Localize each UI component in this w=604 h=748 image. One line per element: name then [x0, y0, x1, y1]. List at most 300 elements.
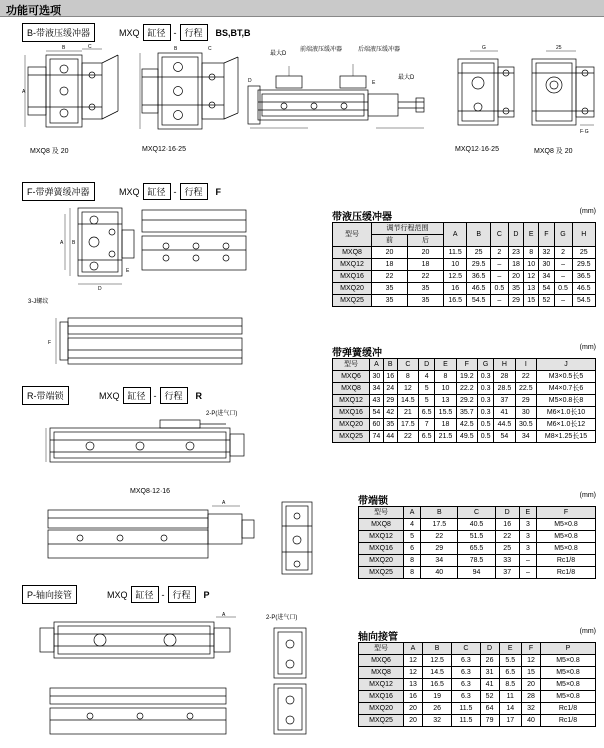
cell-b: 42 — [383, 407, 397, 419]
drawing-b-mid — [138, 45, 248, 140]
cell-c: 2 — [490, 247, 508, 259]
svg-text:A: A — [222, 612, 226, 618]
drawing-f-top — [60, 200, 140, 292]
code-stroke-p: 行程 — [168, 586, 196, 603]
cell-model: MXQ25 — [333, 431, 370, 443]
table-row — [333, 271, 596, 283]
cell-g: 0.3 — [477, 371, 493, 383]
cell-h: 29.5 — [572, 259, 595, 271]
cell-e: 17 — [499, 715, 521, 727]
cell-d: 41 — [480, 679, 499, 691]
section-r-title: R-带端锁 — [22, 386, 69, 405]
svg-text:F·G: F·G — [580, 129, 589, 135]
cell-j: M6×1.0长10 — [537, 407, 596, 419]
note-b-rear: 后端液压缓冲器 — [358, 47, 401, 53]
drawing-r-side — [276, 496, 320, 582]
cell-a: 34 — [370, 383, 384, 395]
cell-g: 0.3 — [477, 383, 493, 395]
svg-text:C: C — [88, 44, 92, 50]
th-f: F — [521, 643, 540, 655]
cell-f: 15 — [521, 667, 540, 679]
cell-a: 16 — [404, 691, 423, 703]
cell-f: 40 — [521, 715, 540, 727]
cell-h: 28.5 — [494, 383, 515, 395]
table-row — [333, 383, 596, 395]
code-dash-b: - — [173, 28, 177, 38]
cell-b: 26 — [422, 703, 451, 715]
th-j: J — [537, 359, 596, 371]
table-lock — [358, 492, 596, 579]
cell-d: 16 — [495, 519, 519, 531]
cell-d: 6.5 — [419, 407, 435, 419]
cell-d: 37 — [495, 567, 519, 579]
cell-f: Rc1/8 — [537, 555, 596, 567]
th-f: F — [537, 507, 596, 519]
cell-model: MXQ16 — [359, 543, 404, 555]
cell-e: 8 — [524, 247, 539, 259]
cell-a: 20 — [404, 715, 423, 727]
th-e: E — [519, 507, 536, 519]
svg-text:E: E — [372, 80, 376, 86]
table-row — [333, 371, 596, 383]
th-d: D — [480, 643, 499, 655]
th-f: F — [456, 359, 477, 371]
cell-e: 13 — [524, 283, 539, 295]
cell-f: 22.2 — [456, 383, 477, 395]
note-b-max-d: 最大D — [270, 51, 287, 57]
cell-f: 19.2 — [456, 371, 477, 383]
cell-a: 13 — [404, 679, 423, 691]
cell-a: 12 — [404, 667, 423, 679]
th-a: A — [404, 643, 423, 655]
cell-a: 16.5 — [443, 295, 466, 307]
cell-f: 52 — [539, 295, 554, 307]
th-e: E — [435, 359, 456, 371]
drawing-r-top — [40, 416, 250, 484]
cell-c: 21 — [397, 407, 418, 419]
cell-e: 8 — [435, 371, 456, 383]
cell-h: 25 — [572, 247, 595, 259]
cell-model: MXQ20 — [333, 419, 370, 431]
cell-g: – — [554, 295, 572, 307]
drawing-p-bottom — [40, 680, 240, 742]
th-d: D — [419, 359, 435, 371]
th-b: B — [422, 643, 451, 655]
table-axial — [358, 628, 596, 727]
cell-f: M5×0.8 — [537, 543, 596, 555]
cell-b: 46.5 — [467, 283, 490, 295]
cell-a: 16 — [443, 283, 466, 295]
cell-p: M5×0.8 — [541, 655, 596, 667]
th-g: G — [477, 359, 493, 371]
cell-c: 12 — [397, 383, 418, 395]
cell-model: MXQ12 — [359, 531, 404, 543]
drawing-p-side — [268, 624, 314, 740]
cell-j: M3×0.5长5 — [537, 371, 596, 383]
cell-model: MXQ12 — [359, 679, 404, 691]
cell-j: M5×0.8长8 — [537, 395, 596, 407]
cell-p: Rc1/8 — [541, 703, 596, 715]
section-b-title: B-带液压缓冲器 — [22, 23, 95, 42]
cell-c: 94 — [458, 567, 495, 579]
cell-c: 65.5 — [458, 543, 495, 555]
cell-model: MXQ8 — [333, 247, 372, 259]
cell-e: 12 — [524, 271, 539, 283]
cell-h: 54 — [494, 431, 515, 443]
section-b-code — [118, 24, 252, 41]
cell-e: 18 — [435, 419, 456, 431]
cell-a: 60 — [370, 419, 384, 431]
svg-text:A: A — [222, 500, 226, 506]
cell-h: 41 — [494, 407, 515, 419]
th-c: C — [458, 507, 495, 519]
cell-e: 5.5 — [499, 655, 521, 667]
cell-b: 29 — [383, 395, 397, 407]
cell-d: 26 — [480, 655, 499, 667]
cell-f: 32 — [539, 247, 554, 259]
cell-p: M5×0.8 — [541, 691, 596, 703]
cell-e: 15.5 — [435, 407, 456, 419]
code-stroke-f: 行程 — [180, 183, 208, 200]
cell-a: 4 — [404, 519, 421, 531]
section-p-title: P-轴向接管 — [22, 585, 77, 604]
cell-g: 2 — [554, 247, 572, 259]
cell-f: 20 — [521, 679, 540, 691]
code-dash-p: - — [161, 590, 165, 600]
cell-h: 54.5 — [572, 295, 595, 307]
th-e: E — [499, 643, 521, 655]
note-f-thread: 3-J螺纹 — [28, 299, 49, 305]
caption-r: MXQ8·12·16 — [130, 488, 171, 495]
cell-g: 0.3 — [477, 407, 493, 419]
cell-e: 15 — [524, 295, 539, 307]
cell-a: 12.5 — [443, 271, 466, 283]
code-prefix-p: MXQ — [107, 590, 128, 600]
th-g: G — [554, 223, 572, 247]
drawing-b-right2 — [526, 45, 602, 140]
caption-b-1: MXQ8 及 20 — [30, 148, 69, 155]
cell-c: 17.5 — [397, 419, 418, 431]
th-h: H — [494, 359, 515, 371]
svg-text:B: B — [72, 240, 76, 246]
cell-f: 29.2 — [456, 395, 477, 407]
caption-b-3: MXQ12·16·25 — [455, 146, 499, 153]
svg-text:C: C — [208, 46, 212, 52]
cell-h: 36.5 — [572, 271, 595, 283]
cell-e: 3 — [519, 519, 536, 531]
th-e: E — [524, 223, 539, 247]
cell-i: 22 — [515, 371, 536, 383]
cell-d: 79 — [480, 715, 499, 727]
cell-back: 18 — [407, 259, 443, 271]
cell-model: MXQ16 — [333, 407, 370, 419]
cell-model: MXQ12 — [333, 395, 370, 407]
svg-text:E: E — [126, 268, 130, 274]
cell-c: 8 — [397, 371, 418, 383]
code-bore-f: 缸径 — [143, 183, 171, 200]
note-b-max-d2: 最大D — [398, 75, 415, 81]
code-bore-r: 缸径 — [123, 387, 151, 404]
th-front: 前 — [372, 235, 408, 247]
cell-b: 22 — [421, 531, 458, 543]
cell-model: MXQ20 — [333, 283, 372, 295]
cell-e: 10 — [435, 383, 456, 395]
note-r-port: 2-P(进气口) — [206, 411, 238, 417]
cell-f: 12 — [521, 655, 540, 667]
table-spring-title: 带弹簧缓冲 — [332, 348, 382, 359]
cell-front: 35 — [372, 283, 408, 295]
svg-text:A: A — [22, 89, 26, 95]
th-a: A — [443, 223, 466, 247]
cell-d: 20 — [508, 271, 523, 283]
cell-d: 7 — [419, 419, 435, 431]
cell-c: 78.5 — [458, 555, 495, 567]
table-hydraulic-title: 带液压缓冲器 — [332, 212, 392, 223]
cell-back: 22 — [407, 271, 443, 283]
cell-b: 25 — [467, 247, 490, 259]
th-model: 型号 — [333, 359, 370, 371]
cell-model: MXQ8 — [359, 519, 404, 531]
cell-g: 0.3 — [477, 395, 493, 407]
cell-e: 8.5 — [499, 679, 521, 691]
note-p-port: 2-P(进气口) — [266, 615, 298, 621]
cell-g: 0.5 — [554, 283, 572, 295]
table-row — [359, 703, 596, 715]
cell-c: 0.5 — [490, 283, 508, 295]
cell-e: 10 — [524, 259, 539, 271]
cell-c: 40.5 — [458, 519, 495, 531]
table-row — [333, 295, 596, 307]
drawing-r-bottom — [40, 500, 260, 568]
table-hydraulic-unit: (mm) — [579, 208, 596, 215]
cell-g: – — [554, 259, 572, 271]
cell-f: 30 — [539, 259, 554, 271]
th-model: 型号 — [333, 223, 372, 247]
cell-c: 11.5 — [452, 703, 480, 715]
cell-f: 28 — [521, 691, 540, 703]
code-prefix-b: MXQ — [119, 28, 140, 38]
cell-e: 13 — [435, 395, 456, 407]
table-row — [359, 543, 596, 555]
cell-model: MXQ20 — [359, 703, 404, 715]
table-row — [359, 667, 596, 679]
cell-a: 8 — [404, 567, 421, 579]
svg-text:D: D — [98, 286, 102, 292]
cell-c: 6.3 — [452, 679, 480, 691]
caption-b-2: MXQ12·16·25 — [142, 146, 186, 153]
cell-d: 33 — [495, 555, 519, 567]
table-row — [333, 407, 596, 419]
cell-b: 34 — [421, 555, 458, 567]
code-bore-p: 缸径 — [131, 586, 159, 603]
table-row — [333, 259, 596, 271]
th-c: C — [490, 223, 508, 247]
cell-b: 44 — [383, 431, 397, 443]
table-row — [359, 691, 596, 703]
cell-d: 31 — [480, 667, 499, 679]
code-suffix-p: P — [203, 590, 210, 600]
code-prefix-r: MXQ — [99, 391, 120, 401]
cell-e: 3 — [519, 531, 536, 543]
page-header — [0, 0, 604, 17]
code-suffix-b: BS,BT,B — [215, 28, 251, 38]
cell-b: 54.5 — [467, 295, 490, 307]
cell-model: MXQ8 — [333, 383, 370, 395]
th-c: C — [397, 359, 418, 371]
cell-d: 6.5 — [419, 431, 435, 443]
cell-e: 21.5 — [435, 431, 456, 443]
th-group: 调节行程范围 — [372, 223, 444, 235]
svg-text:B: B — [174, 46, 178, 52]
cell-front: 35 — [372, 295, 408, 307]
table-row — [359, 655, 596, 667]
th-model: 型号 — [359, 643, 404, 655]
cell-b: 14.5 — [422, 667, 451, 679]
code-prefix-f: MXQ — [119, 187, 140, 197]
cell-d: 4 — [419, 371, 435, 383]
drawing-b-right1 — [452, 45, 520, 140]
table-lock-title: 带端锁 — [358, 496, 388, 507]
cell-h: 46.5 — [572, 283, 595, 295]
cell-d: 23 — [508, 247, 523, 259]
cell-model: MXQ25 — [333, 295, 372, 307]
cell-i: 22.5 — [515, 383, 536, 395]
table-row — [333, 247, 596, 259]
cell-a: 8 — [404, 555, 421, 567]
svg-text:B: B — [62, 45, 66, 51]
cell-model: MXQ6 — [333, 371, 370, 383]
th-model: 型号 — [359, 507, 404, 519]
cell-model: MXQ6 — [359, 655, 404, 667]
cell-front: 22 — [372, 271, 408, 283]
cell-f: 54 — [539, 283, 554, 295]
svg-text:G: G — [482, 45, 486, 51]
cell-a: 54 — [370, 407, 384, 419]
svg-text:F: F — [48, 340, 52, 346]
section-p-code — [106, 586, 211, 603]
cell-b: 19 — [422, 691, 451, 703]
cell-e: – — [519, 567, 536, 579]
cell-f: 49.5 — [456, 431, 477, 443]
cell-a: 6 — [404, 543, 421, 555]
cell-d: 52 — [480, 691, 499, 703]
cell-p: M5×0.8 — [541, 679, 596, 691]
cell-c: – — [490, 259, 508, 271]
cell-c: 22 — [397, 431, 418, 443]
table-row — [359, 555, 596, 567]
th-h: H — [572, 223, 595, 247]
cell-b: 17.5 — [421, 519, 458, 531]
table-lock-unit: (mm) — [579, 492, 596, 499]
cell-model: MXQ8 — [359, 667, 404, 679]
table-spring-unit: (mm) — [579, 344, 596, 351]
svg-text:A: A — [60, 240, 64, 246]
cell-d: 25 — [495, 543, 519, 555]
cell-e: 3 — [519, 543, 536, 555]
cell-a: 10 — [443, 259, 466, 271]
table-axial-title: 轴向接管 — [358, 632, 398, 643]
cell-back: 35 — [407, 295, 443, 307]
cell-f: Rc1/8 — [537, 567, 596, 579]
table-row — [333, 395, 596, 407]
note-b-front: 前端液压缓冲器 — [300, 47, 343, 53]
cell-h: 37 — [494, 395, 515, 407]
cell-b: 35 — [383, 419, 397, 431]
cell-d: 29 — [508, 295, 523, 307]
code-bore-b: 缸径 — [143, 24, 171, 41]
table-hydraulic — [332, 208, 596, 307]
cell-f: M5×0.8 — [537, 519, 596, 531]
cell-a: 74 — [370, 431, 384, 443]
cell-p: M5×0.8 — [541, 667, 596, 679]
cell-f: 34 — [539, 271, 554, 283]
cell-f: M5×0.8 — [537, 531, 596, 543]
cell-b: 12.5 — [422, 655, 451, 667]
cell-i: 29 — [515, 395, 536, 407]
table-row — [333, 431, 596, 443]
cell-f: 35.7 — [456, 407, 477, 419]
th-d: D — [495, 507, 519, 519]
code-stroke-r: 行程 — [160, 387, 188, 404]
cell-b: 29.5 — [467, 259, 490, 271]
cell-c: 6.3 — [452, 667, 480, 679]
th-d: D — [508, 223, 523, 247]
drawing-b-center — [248, 52, 428, 140]
th-f: F — [539, 223, 554, 247]
th-c: C — [452, 643, 480, 655]
drawing-p-top — [40, 612, 240, 674]
cell-c: 51.5 — [458, 531, 495, 543]
cell-a: 30 — [370, 371, 384, 383]
cell-j: M4×0.7长6 — [537, 383, 596, 395]
cell-d: 5 — [419, 395, 435, 407]
cell-c: 6.3 — [452, 655, 480, 667]
cell-c: 14.5 — [397, 395, 418, 407]
cell-back: 20 — [407, 247, 443, 259]
table-axial-unit: (mm) — [579, 628, 596, 635]
code-dash-r: - — [153, 391, 157, 401]
cell-j: M8×1.25长15 — [537, 431, 596, 443]
cell-i: 34 — [515, 431, 536, 443]
cell-b: 29 — [421, 543, 458, 555]
svg-text:D: D — [248, 78, 252, 84]
cell-e: 11 — [499, 691, 521, 703]
code-dash-f: - — [173, 187, 177, 197]
cell-g: – — [554, 271, 572, 283]
cell-a: 5 — [404, 531, 421, 543]
th-b: B — [383, 359, 397, 371]
cell-e: 6.5 — [499, 667, 521, 679]
cell-a: 20 — [404, 703, 423, 715]
svg-text:25: 25 — [556, 45, 562, 51]
code-suffix-r: R — [195, 391, 203, 401]
th-a: A — [404, 507, 421, 519]
code-stroke-b: 行程 — [180, 24, 208, 41]
cell-d: 35 — [508, 283, 523, 295]
cell-d: 22 — [495, 531, 519, 543]
cell-b: 36.5 — [467, 271, 490, 283]
table-spring — [332, 344, 596, 443]
th-b: B — [467, 223, 490, 247]
th-i: I — [515, 359, 536, 371]
cell-model: MXQ16 — [359, 691, 404, 703]
drawing-b-left — [22, 45, 132, 140]
cell-g: 0.5 — [477, 431, 493, 443]
cell-model: MXQ16 — [333, 271, 372, 283]
table-row — [359, 679, 596, 691]
cell-c: – — [490, 295, 508, 307]
drawing-f-bottom — [48, 306, 250, 376]
